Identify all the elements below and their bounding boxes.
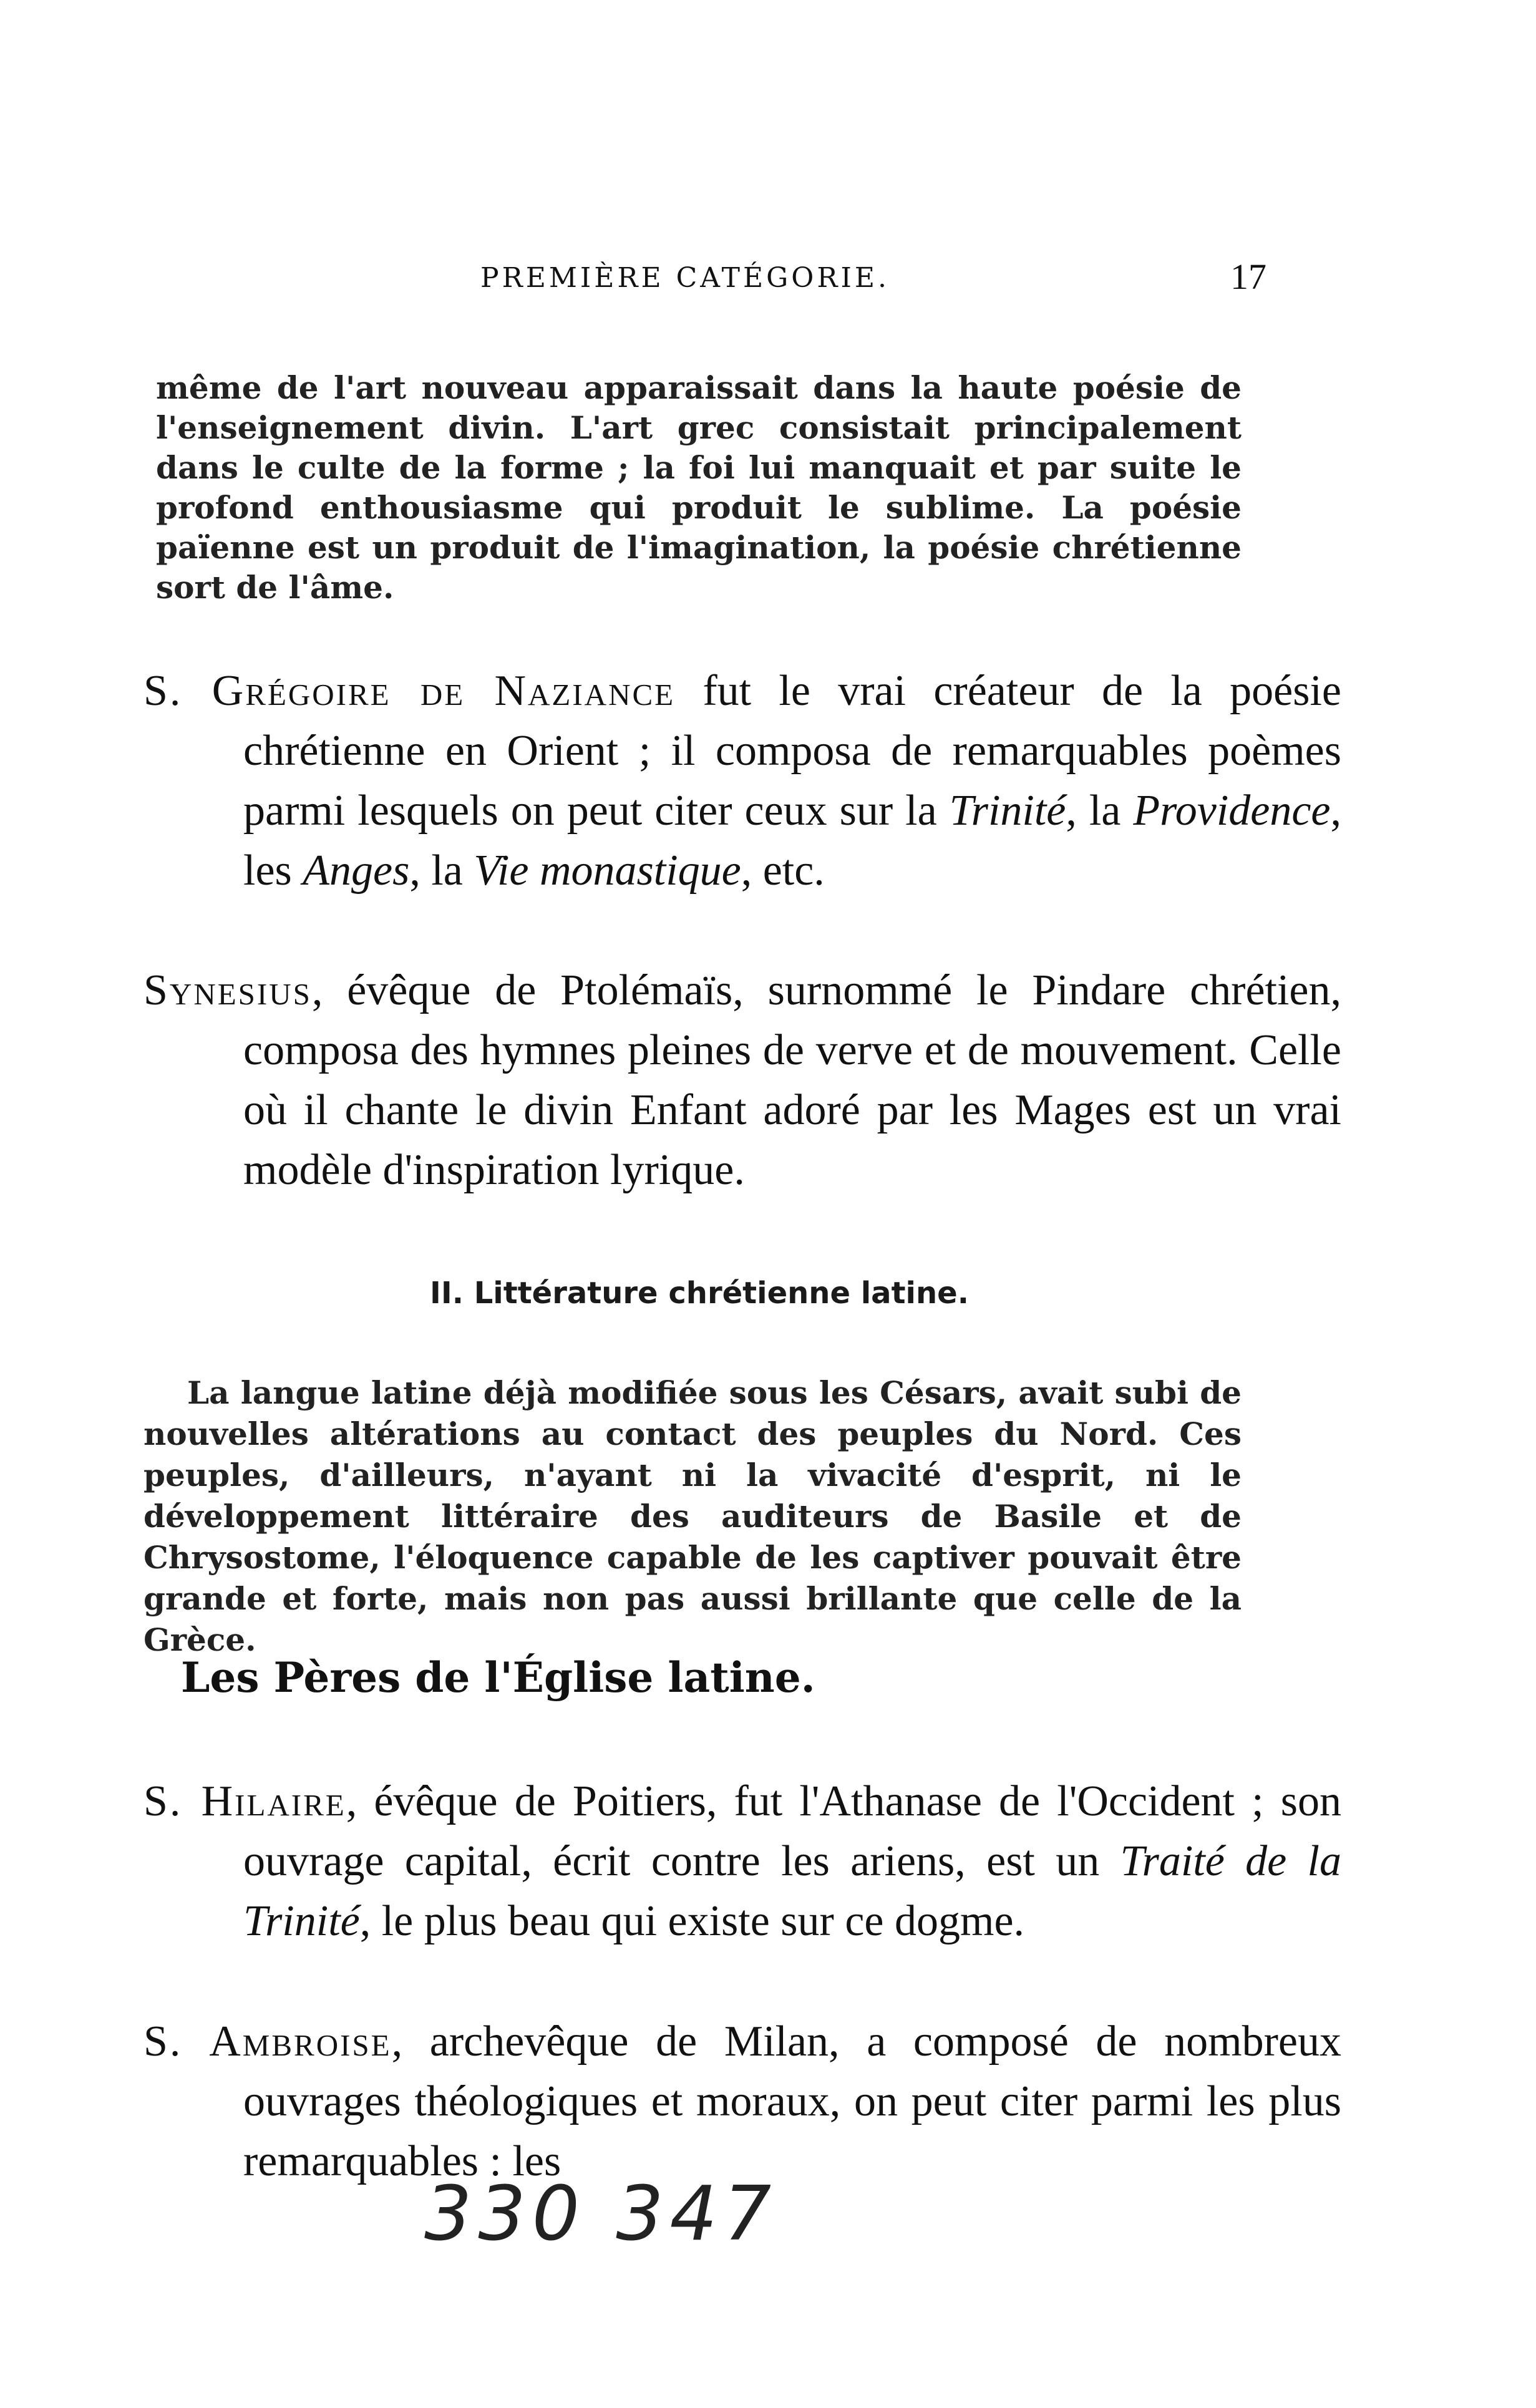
section-heading-text: II. Littérature chrétienne latine. xyxy=(430,1276,969,1311)
running-title: PREMIÈRE CATÉGORIE. xyxy=(480,262,890,294)
work-title: Traité de la Trinité xyxy=(243,1837,1341,1945)
running-head xyxy=(143,256,1266,312)
work-title: Trinité xyxy=(949,787,1066,835)
work-title: Vie monastique xyxy=(474,847,741,895)
entry-name: S. Ambroise xyxy=(143,2017,392,2066)
entry-text: , les xyxy=(243,787,1341,895)
handwritten-note: 330 347 xyxy=(424,2171,778,2258)
entry-ambroise xyxy=(143,2012,1341,2192)
entry-name: S. Grégoire de Naziance xyxy=(143,667,676,715)
entry-gregoire xyxy=(143,661,1341,901)
subheading: Les Pères de l'Église latine. xyxy=(181,1653,815,1702)
latin-paragraph: La langue latine déjà modifiée sous les Césars, avait subi de nouvelles altérations au contact des peuples du Nord. Ces peuples, d'ailleurs, n'ayant ni la vivacité d'esprit, ni le développement littéraire des auditeurs de Basile et de Chrysostome, l'éloquence capable de les captiver pouvait être grande et forte, mais non pas aussi brillante que celle de la Grèce. xyxy=(143,1374,1242,1658)
entry-text: , etc. xyxy=(741,847,825,895)
entry-text: fut le vrai créateur de la poésie chrétienne en Orient ; il composa de remarquables poèmes parmi lesquels on peut citer ceux sur la xyxy=(243,667,1341,835)
entry-name: S. Hilaire xyxy=(143,1777,346,1825)
entry-name: Synesius xyxy=(143,966,312,1014)
entry-synesius xyxy=(143,961,1341,1200)
section-heading xyxy=(0,1276,1536,1311)
page-number: 17 xyxy=(1230,256,1266,297)
intro-paragraph: même de l'art nouveau apparaissait dans la haute poésie de l'enseignement divin. L'art grec consistait principalement dans le culte de la forme ; la foi lui manquait et par suite le profond enthousiasme qui produit le sublime. La poésie païenne est un produit de l'imagination, la poésie chrétienne sort de l'âme. xyxy=(156,369,1242,606)
work-title: Providence xyxy=(1133,787,1331,835)
entry-text: , la xyxy=(1066,787,1134,835)
entry-text: , évêque de Poitiers, fut l'Athanase de l'Occident ; son ouvrage capital, écrit contre les ariens, est un xyxy=(243,1777,1341,1885)
entry-hilaire xyxy=(143,1772,1341,1951)
work-title: Anges xyxy=(303,847,410,895)
entry-text: , la xyxy=(409,847,474,895)
entry-text: , évêque de Ptolémaïs, surnommé le Pindare chrétien, composa des hymnes pleines de verve et de mouvement. Celle où il chante le divin Enfant adoré par les Mages est un vrai modèle d'inspiration lyrique. xyxy=(243,966,1341,1194)
entry-text: , le plus beau qui existe sur ce dogme. xyxy=(359,1897,1025,1945)
entry-text: , archevêque de Milan, a composé de nombreux ouvrages théologiques et moraux, on peut citer parmi les plus remarquables : les xyxy=(243,2017,1341,2185)
